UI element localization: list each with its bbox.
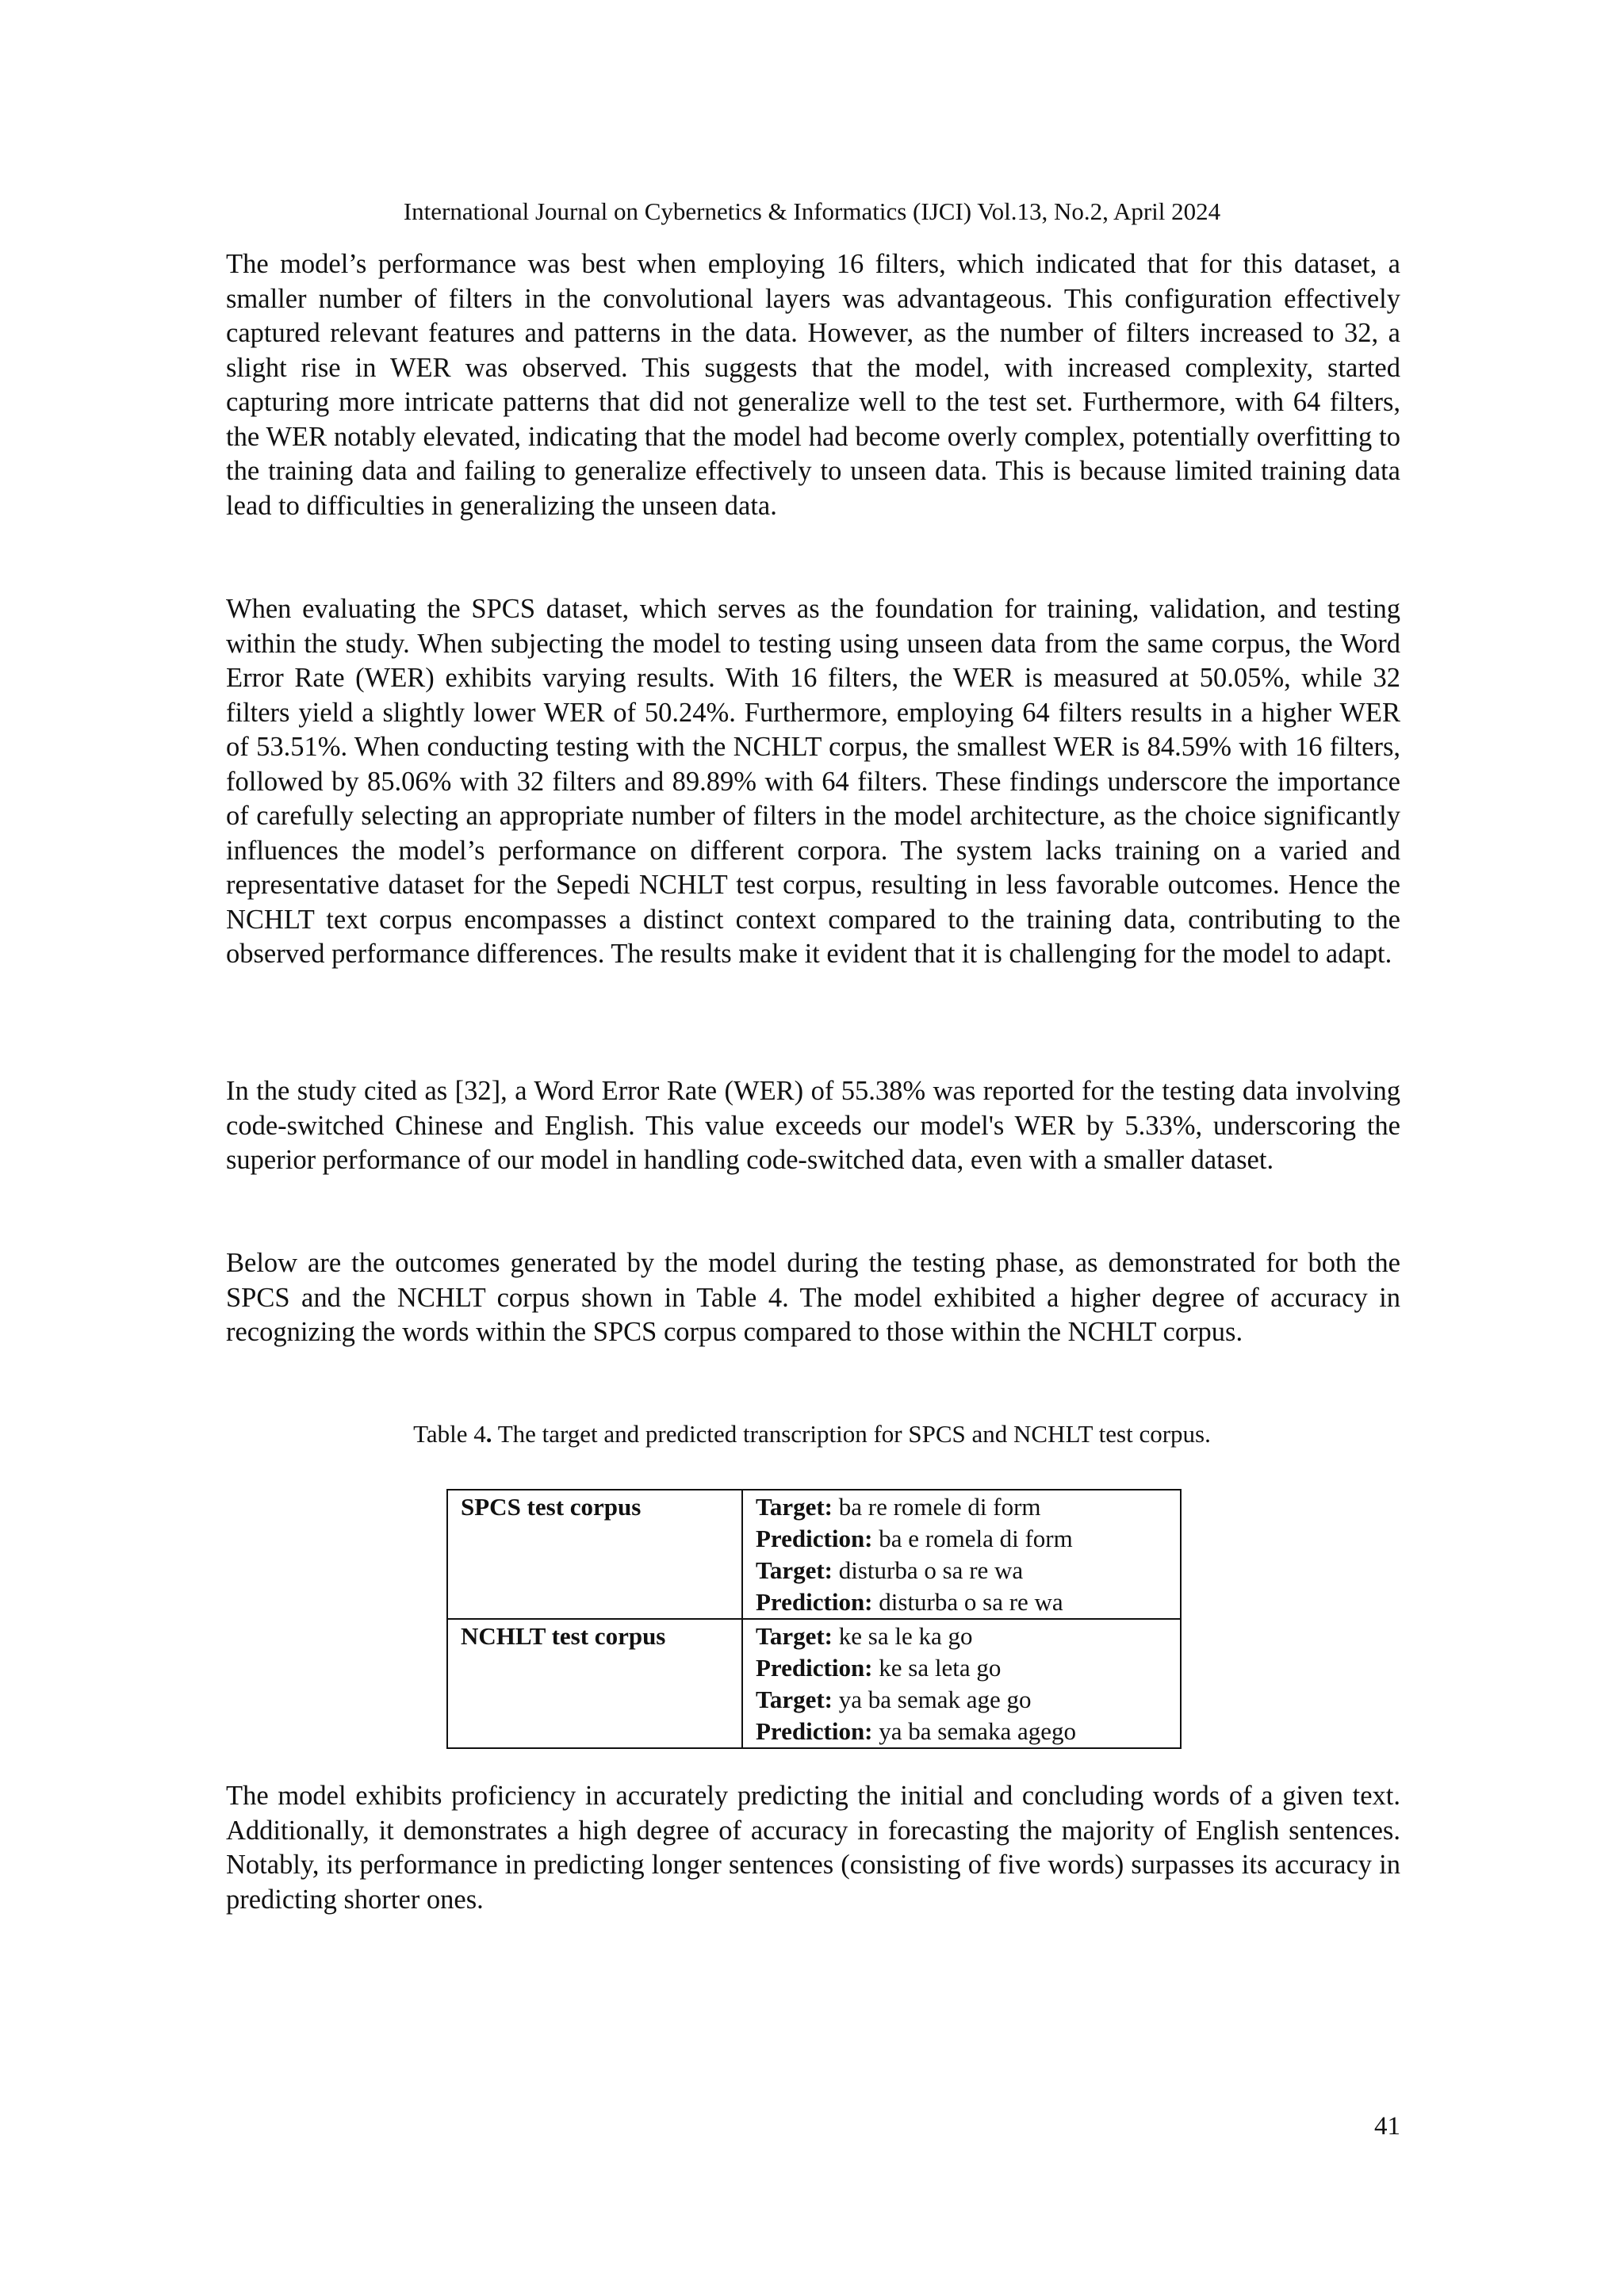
target-text: ba re romele di form (833, 1493, 1041, 1521)
target-line (756, 1555, 1167, 1586)
table-row (447, 1619, 1181, 1748)
table-caption (0, 1418, 1624, 1450)
prediction-label: Prediction: (756, 1525, 873, 1552)
paragraph-spcs-evaluation: When evaluating the SPCS dataset, which serves as the foundation for training, validation, and testing within the study. When subjecting the model to testing using unseen data from the same corpus, the Word Error Rate (WER) exhibits varying results. With 16 filters, the WER is measured at 50.05%, while 32 filters yield a slightly lower WER of 50.24%. Furthermore, employing 64 filters results in a higher WER of 53.51%. When conducting testing with the NCHLT corpus, the smallest WER is 84.59% with 16 filters, followed by 85.06% with 32 filters and 89.89% with 64 filters. These findings underscore the importance of carefully selecting an appropriate number of filters in the model architecture, as the choice significantly influences the model’s performance on different corpora. The system lacks training on a varied and representative dataset for the Sepedi NCHLT test corpus, resulting in less favorable outcomes. Hence the NCHLT text corpus encompasses a distinct context compared to the training data, contributing to the observed performance differences. The results make it evident that it is challenging for the model to adapt. (226, 594, 1400, 969)
page-number: 41 (1374, 2112, 1400, 2141)
prediction-text: disturba o sa re wa (872, 1588, 1063, 1616)
prediction-line (756, 1716, 1167, 1747)
target-text: ke sa le ka go (833, 1622, 973, 1650)
target-label: Target: (756, 1556, 833, 1584)
paragraph-filters-performance: The model’s performance was best when employing 16 filters, which indicated that for this dataset, a smaller number of filters in the convolutional layers was advantageous. This configuration effectively captured relevant features and patterns in the data. However, as the number of filters increased to 32, a slight rise in WER was observed. This suggests that the model, with increased complexity, started capturing more intricate patterns that did not generalize well to the test set. Furthermore, with 64 filters, the WER notably elevated, indicating that the model had become overly complex, potentially overfitting to the training data and failing to generalize effectively to unseen data. This is because limited training data lead to difficulties in generalizing the unseen data. (226, 249, 1400, 521)
prediction-line (756, 1523, 1167, 1555)
prediction-label: Prediction: (756, 1588, 873, 1616)
paragraph-comparison-study: In the study cited as [32], a Word Error Rate (WER) of 55.38% was reported for the testing data involving code-switched Chinese and English. This value exceeds our model's WER by 5.33%, underscoring the superior performance of our model in handling code-switched data, even with a smaller dataset. (226, 1076, 1400, 1175)
paragraph-outcomes-intro: Below are the outcomes generated by the model during the testing phase, as demonstrated for both the SPCS and the NCHLT corpus shown in Table 4. The model exhibited a higher degree of accuracy in recognizing the words within the SPCS corpus compared to those within the NCHLT corpus. (226, 1248, 1400, 1347)
table-caption-text: The target and predicted transcription for SPCS and NCHLT test corpus. (492, 1420, 1211, 1448)
paragraph-model-proficiency: The model exhibits proficiency in accurately predicting the initial and concluding words of a given text. Additionally, it demonstrates a high degree of accuracy in forecasting the majority of English sentences. Notably, its performance in predicting longer sentences (consisting of five words) surpasses its accuracy in predicting shorter ones. (226, 1781, 1400, 1915)
corpus-cell: SPCS test corpus (447, 1490, 742, 1619)
prediction-label: Prediction: (756, 1654, 873, 1682)
prediction-text: ba e romela di form (872, 1525, 1073, 1552)
target-label: Target: (756, 1622, 833, 1650)
prediction-line (756, 1652, 1167, 1684)
target-text: ya ba semak age go (833, 1686, 1032, 1713)
table-caption-dot: . (485, 1420, 492, 1448)
target-label: Target: (756, 1686, 833, 1713)
prediction-label: Prediction: (756, 1717, 873, 1745)
target-line (756, 1491, 1167, 1523)
transcription-cell (742, 1490, 1181, 1619)
transcription-cell (742, 1619, 1181, 1748)
prediction-text: ke sa leta go (872, 1654, 1002, 1682)
prediction-text: ya ba semaka agego (872, 1717, 1077, 1745)
table-row (447, 1490, 1181, 1619)
corpus-cell: NCHLT test corpus (447, 1619, 742, 1748)
target-line (756, 1684, 1167, 1716)
running-header: International Journal on Cybernetics & Informatics (IJCI) Vol.13, No.2, April 2024 (403, 197, 1221, 225)
target-label: Target: (756, 1493, 833, 1521)
target-text: disturba o sa re wa (833, 1556, 1024, 1584)
target-line (756, 1621, 1167, 1652)
transcription-table (446, 1489, 1182, 1749)
table-caption-prefix: Table 4 (413, 1420, 486, 1448)
prediction-line (756, 1586, 1167, 1618)
